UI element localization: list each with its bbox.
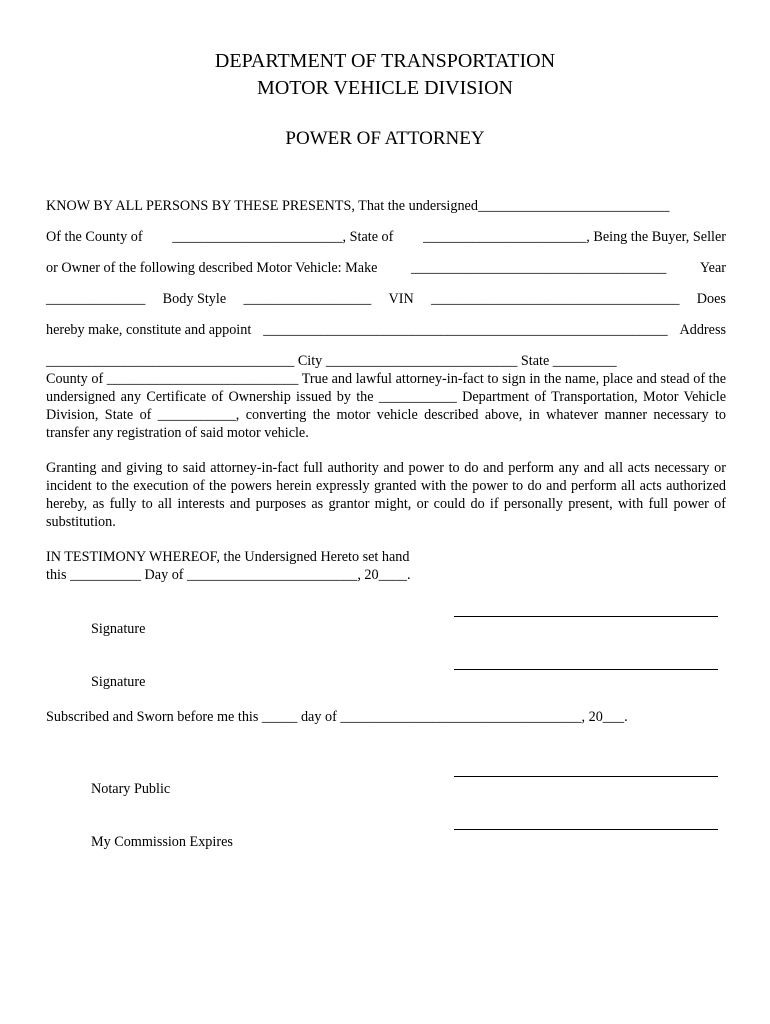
appoint-label: hereby make, constitute and appoint — [46, 322, 252, 338]
vehicle-make-label: or Owner of the following described Motor Vehicle: Make — [46, 260, 378, 276]
signature-line-1 — [454, 616, 718, 617]
attorney-authority-paragraph: County of ___________________________ True and lawful attorney-in-fact to sign in the name, place and stead of the undersigned any Certificate of Ownership issued by the ___________ Department of Transportation, Motor Vehicle Division, State of ___________, converting the motor vehicle described above, in whatever manner necessary to transfer any registration of said motor vehicle. — [46, 371, 726, 441]
make-blank: ____________________________________ — [410, 260, 667, 276]
vin-blank: ___________________________________ — [431, 291, 680, 307]
state-buyer-seller-text: _______________________, Being the Buyer, Seller — [423, 229, 726, 245]
body-style-blank: __________________ — [243, 291, 372, 307]
signature-label-2: Signature — [91, 674, 146, 690]
appoint-line — [46, 321, 726, 339]
attorney-name-blank: _________________________________________________________ — [263, 322, 668, 338]
vin-label: VIN — [388, 291, 414, 307]
testimony-line: IN TESTIMONY WHEREOF, the Undersigned Hereto set hand — [46, 549, 410, 565]
county-label: Of the County of — [46, 229, 143, 245]
division-title: MOTOR VEHICLE DIVISION — [257, 77, 513, 99]
county-state-line — [46, 228, 726, 246]
county-state-blank: ________________________, State of — [172, 229, 394, 245]
address-label: Address — [679, 322, 726, 338]
address-city-state-line: ___________________________________ City ___________________________ State _________ — [46, 353, 617, 369]
signature-label-1: Signature — [91, 621, 146, 637]
body-style-label: Body Style — [162, 291, 227, 307]
year-label: Year — [699, 260, 726, 276]
commission-expires-line — [454, 829, 718, 830]
department-title: DEPARTMENT OF TRANSPORTATION — [214, 50, 556, 72]
persons-undersigned-line: KNOW BY ALL PERSONS BY THESE PRESENTS, That the undersigned___________________________ — [46, 198, 670, 214]
does-label: Does — [696, 291, 726, 307]
sworn-before-line: Subscribed and Sworn before me this _____ day of __________________________________, 20___. — [46, 709, 628, 725]
notary-public-label: Notary Public — [91, 781, 171, 797]
year-blank: ______________ — [46, 291, 146, 307]
commission-expires-label: My Commission Expires — [91, 834, 233, 850]
notary-signature-line — [454, 776, 718, 777]
testimony-date-line: this __________ Day of ________________________, 20____. — [46, 567, 411, 583]
granting-power-paragraph: Granting and giving to said attorney-in-fact full authority and power to do and perform any and all acts necessary or incident to the execution of the powers herein expressly granted with the power to do and perform all acts authorized hereby, as fully to all interests and purposes as grantor might, or could do if personally present, with full power of substitution. — [46, 460, 726, 530]
signature-line-2 — [454, 669, 718, 670]
vehicle-make-line — [46, 259, 726, 277]
form-title: POWER OF ATTORNEY — [285, 128, 485, 149]
body-style-vin-line — [46, 290, 726, 308]
